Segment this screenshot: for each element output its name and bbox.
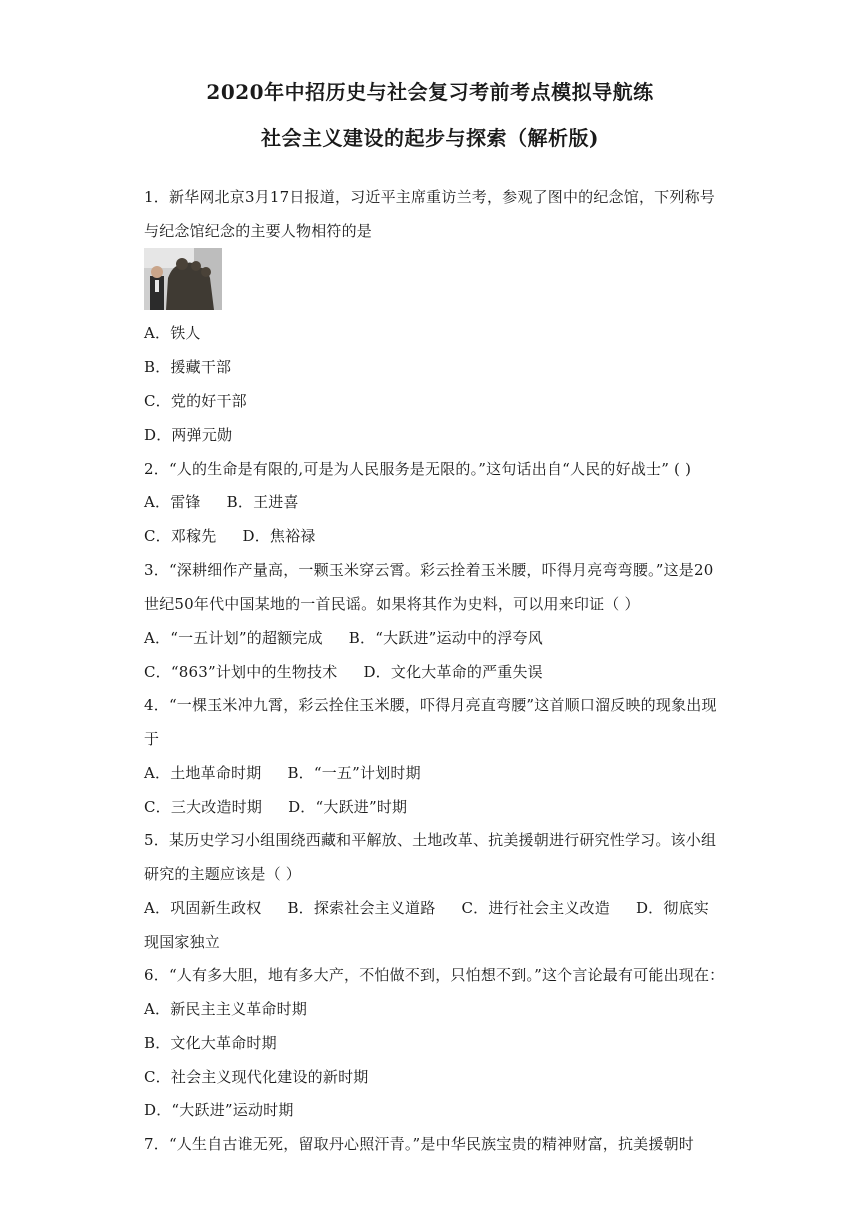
- q2-option-d: D．焦裕禄: [242, 527, 316, 545]
- q5-option-d: D．彻底实: [635, 899, 709, 917]
- q2-options-row1: [144, 491, 299, 512]
- q3-stem-line2: 世纪50年代中国某地的一首民谣。如果将其作为史料，可以用来印证（ ）: [144, 595, 640, 613]
- q2-options-row2: [144, 525, 316, 546]
- q7-stem: 7．“人生自古谁无死，留取丹心照汗青。”是中华民族宝贵的精神财富，抗美援朝时: [144, 1135, 694, 1153]
- document-title: 2020年中招历史与社会复习考前考点模拟导航练: [206, 80, 654, 104]
- q3-options-row2: [144, 661, 543, 682]
- q2-option-b: B．王进喜: [226, 493, 299, 511]
- q5-option-d-cont: 现国家独立: [144, 933, 221, 951]
- q6-option-c: C．社会主义现代化建设的新时期: [144, 1068, 369, 1086]
- q1-stem-line1: 1．新华网北京3月17日报道，习近平主席重访兰考，参观了图中的纪念馆，下列称号: [144, 188, 715, 206]
- q4-option-c: C．三大改造时期: [144, 798, 263, 816]
- q6-option-b: B．文化大革命时期: [144, 1034, 277, 1052]
- q5-option-c: C．进行社会主义改造: [461, 899, 610, 917]
- q1-stem-line2: 与纪念馆纪念的主要人物相符的是: [144, 222, 373, 240]
- q5-stem-line2: 研究的主题应该是（ ）: [144, 865, 301, 883]
- q2-stem: 2．“人的生命是有限的,可是为人民服务是无限的。”这句话出自“人民的好战士” ( ): [144, 460, 692, 478]
- q4-option-d: D．“大跃进”时期: [288, 798, 408, 816]
- q6-option-d: D．“大跃进”运动时期: [144, 1101, 294, 1119]
- q4-options-row1: [144, 762, 421, 783]
- q3-option-a: A．“一五计划”的超额完成: [144, 629, 323, 647]
- q5-options-row: [144, 897, 709, 918]
- memorial-photo-icon: [144, 248, 222, 310]
- q4-option-a: A．土地革命时期: [144, 764, 262, 782]
- q2-option-c: C．邓稼先: [144, 527, 217, 545]
- q4-option-b: B．“一五”计划时期: [287, 764, 421, 782]
- q4-options-row2: [144, 796, 407, 817]
- q5-option-a: A．巩固新生政权: [144, 899, 262, 917]
- q1-option-b: B．援藏干部: [144, 358, 232, 376]
- q6-stem: 6．“人有多大胆，地有多大产，不怕做不到，只怕想不到。”这个言论最有可能出现在：: [144, 966, 725, 984]
- q1-option-c: C．党的好干部: [144, 392, 247, 410]
- q3-option-d: D．文化大革命的严重失误: [363, 663, 543, 681]
- q3-option-c: C．“863”计划中的生物技术: [144, 663, 338, 681]
- q1-option-d: D．两弹元勋: [144, 426, 233, 444]
- q1-option-a: A．铁人: [144, 324, 201, 342]
- q4-stem-line2: 于: [144, 730, 160, 748]
- q6-option-a: A．新民主主义革命时期: [144, 1000, 308, 1018]
- q3-option-b: B．“大跃进”运动中的浮夸风: [348, 629, 543, 647]
- q4-stem-line1: 4．“一棵玉米冲九霄，彩云拴住玉米腰，吓得月亮直弯腰”这首顺口溜反映的现象出现: [144, 696, 717, 714]
- document-subtitle: 社会主义建设的起步与探索（解析版): [261, 126, 599, 150]
- q2-option-a: A．雷锋: [144, 493, 201, 511]
- q3-options-row1: [144, 627, 543, 648]
- q3-stem-line1: 3．“深耕细作产量高，一颗玉米穿云霄。彩云拴着玉米腰，吓得月亮弯弯腰。”这是20: [144, 561, 714, 579]
- memorial-statue-photo: [144, 248, 222, 310]
- q5-stem-line1: 5．某历史学习小组围绕西藏和平解放、土地改革、抗美援朝进行研究性学习。该小组: [144, 831, 717, 849]
- q5-option-b: B．探索社会主义道路: [287, 899, 436, 917]
